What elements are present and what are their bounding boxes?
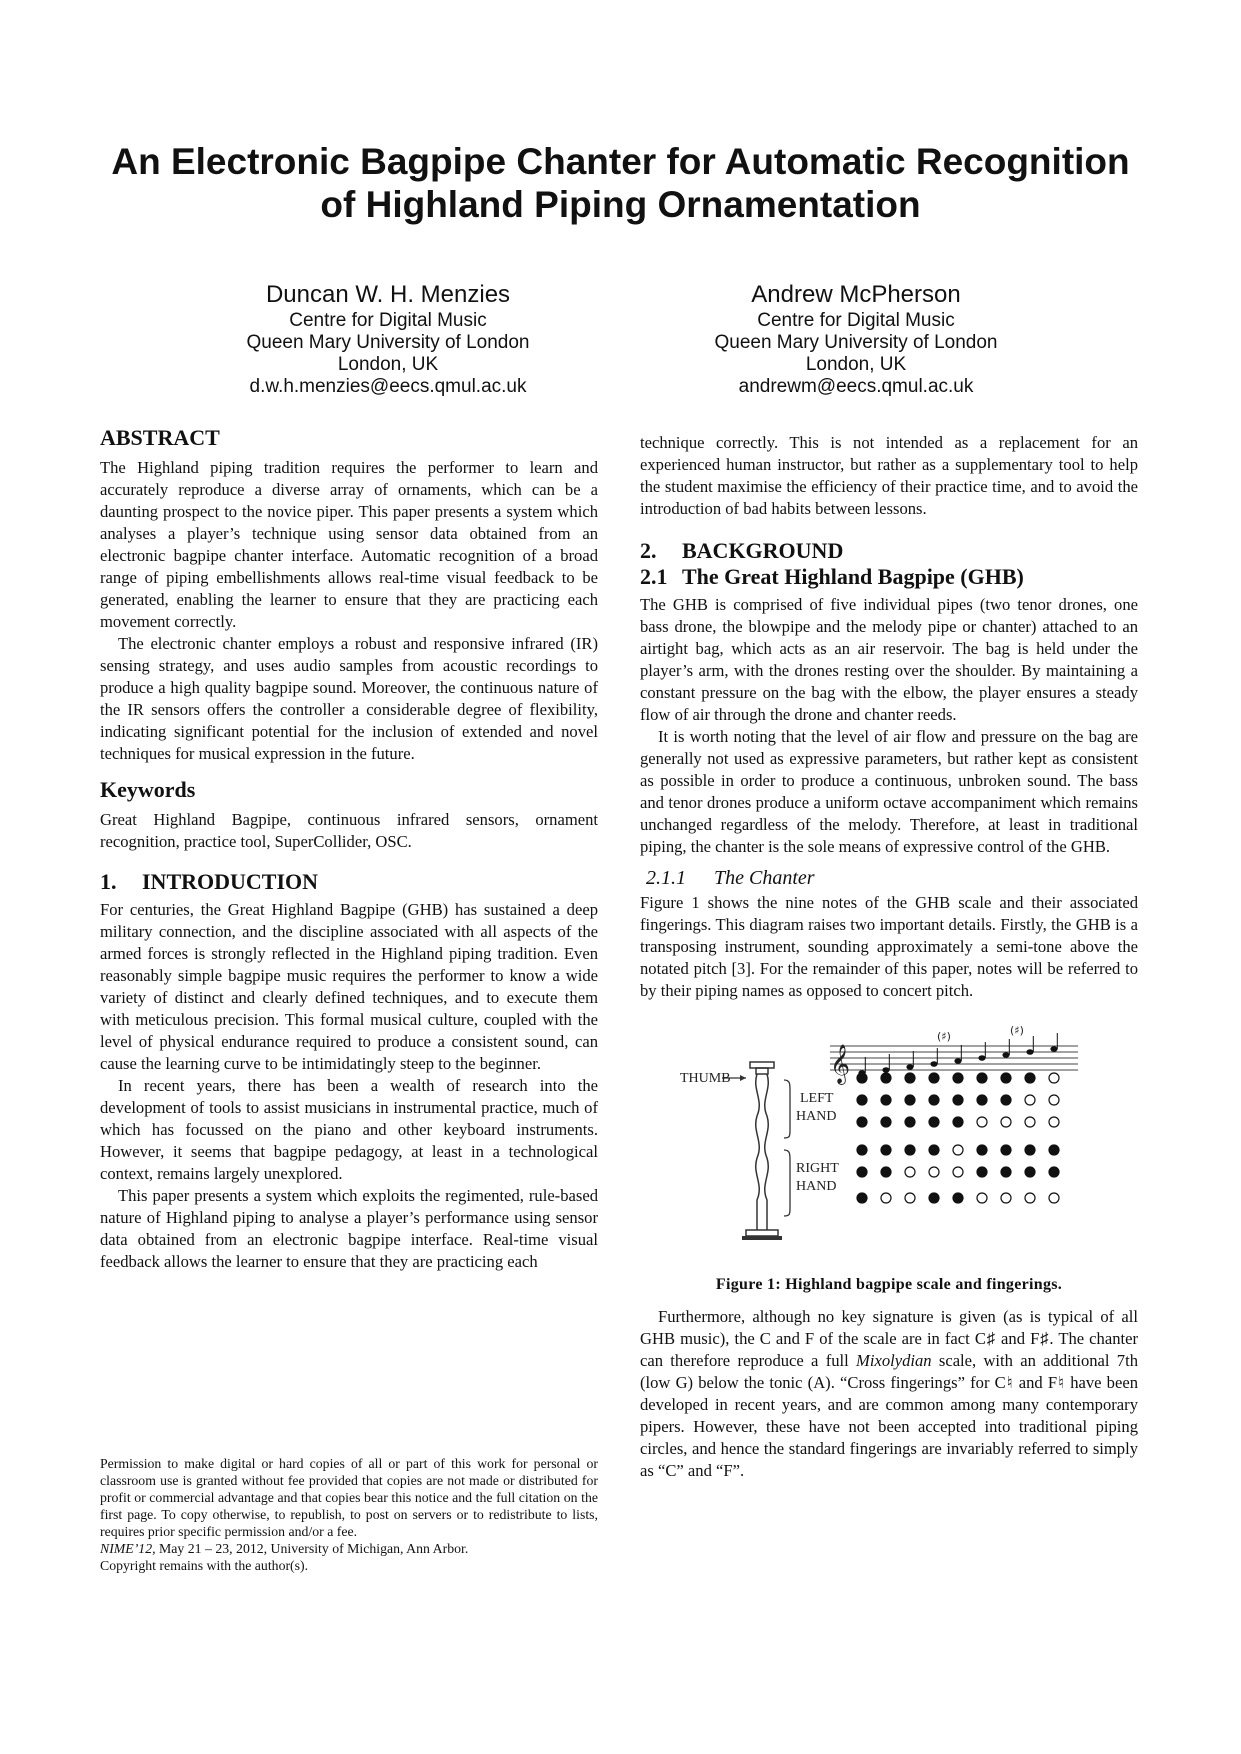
open-hole-dot xyxy=(1025,1193,1035,1203)
venue-name: NIME’12, xyxy=(100,1541,156,1556)
intro-paragraph-1: For centuries, the Great Highland Bagpipe (GHB) has sustained a deep military connection, and the discipline associated with all aspects of the armed forces is strongly reflected in the Highland piping tradition. Even reasonably simple bagpipe music requires the performer to know a wide variety of distinct and clearly defined techniques, and to execute them with meticulous precision. This formal musical culture, coupled with the level of physical endurance required to produce a consistent sound, can cause the learning curve to be intimidatingly steep to the beginner. xyxy=(100,900,598,1073)
covered-hole-dot xyxy=(905,1095,915,1105)
open-hole-dot xyxy=(1001,1117,1011,1127)
covered-hole-dot xyxy=(953,1117,963,1127)
author-institution: Queen Mary University of London xyxy=(246,332,530,353)
left-hand-label-1: LEFT xyxy=(800,1091,834,1106)
paragraph-text-b: scale, with an additional 7th (low G) below the tonic (A). “Cross fingerings” for C♮ and F♮ have been developed in recent years, and are common among many contemporary pipers. However, these have not been accepted into traditional piping circles, and hence the standard fingerings are invariably referred to simply as “C” and “F”. xyxy=(640,1351,1138,1480)
title-line-2: of Highland Piping Ornamentation xyxy=(320,184,921,225)
fingering-diagram xyxy=(640,1020,1138,1260)
covered-hole-dot xyxy=(1049,1167,1059,1177)
intro-paragraph-3: This paper presents a system which exploits the regimented, rule-based nature of Highland piping to analyse a player’s performance using sensor data obtained from an electronic bagpipe interface. Real-time visual feedback allows the learner to ensure that they are practicing each xyxy=(100,1186,598,1271)
open-hole-dot xyxy=(905,1167,915,1177)
author-institution: Queen Mary University of London xyxy=(714,332,998,353)
venue-details: May 21 – 23, 2012, University of Michigan, Ann Arbor. xyxy=(155,1541,469,1556)
section-title: BACKGROUND xyxy=(682,538,844,563)
covered-hole-dot xyxy=(857,1073,867,1083)
subsection-number: 2.1 xyxy=(640,564,668,589)
author-name: Duncan W. H. Menzies xyxy=(265,281,511,308)
background-paragraph-2: It is worth noting that the level of air flow and pressure on the bag are generally not used as expressive parameters, but rather kept as consistent as possible in order to produce a continuous, unbroken sound. The bass and tenor drones produce a uniform octave accompaniment which remains unchanged regardless of the melody. Therefore, at least in traditional piping, the chanter is the sole means of expressive control of the GHB. xyxy=(640,727,1138,856)
author-affiliation: Centre for Digital Music xyxy=(289,310,487,331)
title-line-1: An Electronic Bagpipe Chanter for Automatic Recognition xyxy=(111,141,1130,182)
author-location: London, UK xyxy=(805,354,907,375)
open-hole-dot xyxy=(1025,1095,1035,1105)
keywords-text: Great Highland Bagpipe, continuous infrared sensors, ornament recognition, practice tool, SuperCollider, OSC. xyxy=(100,810,598,851)
open-hole-dot xyxy=(1001,1193,1011,1203)
covered-hole-dot xyxy=(905,1073,915,1083)
open-hole-dot xyxy=(1049,1073,1059,1083)
covered-hole-dot xyxy=(881,1073,891,1083)
left-hand-label-2: HAND xyxy=(796,1109,837,1124)
open-hole-dot xyxy=(1025,1117,1035,1127)
covered-hole-dot xyxy=(881,1145,891,1155)
abstract-paragraph-2: The electronic chanter employs a robust and responsive infrared (IR) sensing strategy, and uses audio samples from acoustic recordings to produce a high quality bagpipe sound. Moreover, the continuous nature of the IR sensors offers the controller a considerable degree of flexibility, indicating significant potential for the inclusion of extended and novel techniques for musical expression in the future. xyxy=(100,634,598,763)
covered-hole-dot xyxy=(905,1117,915,1127)
covered-hole-dot xyxy=(1001,1167,1011,1177)
scale-note xyxy=(1002,1052,1009,1058)
figure-caption: Figure 1: Highland bagpipe scale and fingerings. xyxy=(715,1276,1063,1293)
left-column xyxy=(100,425,598,1273)
staff-notes xyxy=(858,1033,1057,1076)
open-hole-dot xyxy=(1049,1095,1059,1105)
covered-hole-dot xyxy=(857,1145,867,1155)
paper-title xyxy=(60,140,1181,226)
author-email[interactable]: andrewm@eecs.qmul.ac.uk xyxy=(738,376,974,397)
author-affiliation: Centre for Digital Music xyxy=(757,310,955,331)
covered-hole-dot xyxy=(929,1145,939,1155)
thumb-label: THUMB xyxy=(680,1071,731,1086)
subsubsection-title: The Chanter xyxy=(714,867,815,889)
covered-hole-dot xyxy=(953,1073,963,1083)
author-block-1 xyxy=(178,280,598,398)
covered-hole-dot xyxy=(929,1193,939,1203)
covered-hole-dot xyxy=(857,1095,867,1105)
open-hole-dot xyxy=(1049,1193,1059,1203)
covered-hole-dot xyxy=(857,1117,867,1127)
covered-hole-dot xyxy=(1001,1145,1011,1155)
scale-note xyxy=(906,1064,913,1070)
scale-note xyxy=(930,1061,937,1067)
subsubsection-number: 2.1.1 xyxy=(646,867,686,889)
section-number: 2. xyxy=(640,538,657,563)
covered-hole-dot xyxy=(881,1117,891,1127)
chanter-drawing xyxy=(722,1062,790,1240)
right-column xyxy=(640,432,1138,1482)
covered-hole-dot xyxy=(881,1167,891,1177)
covered-hole-dot xyxy=(929,1095,939,1105)
open-hole-dot xyxy=(977,1193,987,1203)
covered-hole-dot xyxy=(953,1095,963,1105)
copyright-footnote xyxy=(100,1455,598,1574)
covered-hole-dot xyxy=(977,1145,987,1155)
sharp-mark-c: (♯) xyxy=(937,1030,951,1043)
covered-hole-dot xyxy=(1001,1073,1011,1083)
abstract-paragraph-1: The Highland piping tradition requires the performer to learn and accurately reproduce a diverse array of ornaments, which can be a daunting prospect to the novice piper. This paper presents a system which analyses a player’s technique using sensor data obtained from an electronic bagpipe chanter interface. Automatic recognition of a broad range of piping embellishments allows real-time visual feedback to be generated, enabling the learner to ensure that they are practicing each movement correctly. xyxy=(100,458,598,631)
background-paragraph-4 xyxy=(640,1306,1138,1482)
open-hole-dot xyxy=(953,1167,963,1177)
introduction-heading xyxy=(100,869,598,895)
section-number: 1. xyxy=(100,869,117,894)
open-hole-dot xyxy=(929,1167,939,1177)
right-hand-label-2: HAND xyxy=(796,1179,837,1194)
fingering-dots xyxy=(857,1073,1059,1203)
scale-note xyxy=(954,1058,961,1064)
keywords-heading: Keywords xyxy=(100,777,196,802)
open-hole-dot xyxy=(881,1193,891,1203)
scale-note xyxy=(1026,1049,1033,1055)
paragraph-text-a: Furthermore, although no key signature is given (as is typical of all GHB music), the C and F of the scale are in fact C♯ and F♯. The chanter can therefore reproduce a full xyxy=(640,1307,1138,1370)
subsubsection-heading xyxy=(646,866,1138,890)
covered-hole-dot xyxy=(977,1095,987,1105)
background-paragraph-1: The GHB is comprised of five individual pipes (two tenor drones, one bass drone, the blowpipe and the melody pipe or chanter) attached to an airtight bag, which acts as an air reservoir. The bag is held under the player’s arm, with the drones resting over the shoulder. By maintaining a constant pressure on the bag with the elbow, the player ensures a steady flow of air through the drone and chanter reeds. xyxy=(640,595,1138,724)
covered-hole-dot xyxy=(857,1167,867,1177)
open-hole-dot xyxy=(953,1145,963,1155)
covered-hole-dot xyxy=(929,1117,939,1127)
intro-paragraph-2: In recent years, there has been a wealth of research into the development of tools to assist musicians in instrumental practice, much of which has focussed on the piano and other keyboard instruments. However, it seems that bagpipe pedagogy, at least in a technological context, remains largely unexplored. xyxy=(100,1076,598,1183)
venue-line xyxy=(100,1540,598,1557)
figure-1 xyxy=(640,1020,1138,1260)
music-staff xyxy=(830,1046,1078,1070)
covered-hole-dot xyxy=(929,1073,939,1083)
right-hand-label-1: RIGHT xyxy=(796,1161,839,1176)
section-title: INTRODUCTION xyxy=(142,869,319,894)
author-name: Andrew McPherson xyxy=(751,281,961,308)
author-location: London, UK xyxy=(337,354,439,375)
covered-hole-dot xyxy=(1025,1073,1035,1083)
open-hole-dot xyxy=(1049,1117,1059,1127)
covered-hole-dot xyxy=(857,1193,867,1203)
permission-notice: Permission to make digital or hard copies of all or part of this work for personal or classroom use is granted without fee provided that copies are not made or distributed for profit or commercial advantage and that copies bear this notice and the full citation on the first page. To copy otherwise, to republish, to post on servers or to redistribute to lists, requires prior specific permission and/or a fee. xyxy=(100,1456,598,1539)
scale-note xyxy=(1050,1046,1057,1052)
covered-hole-dot xyxy=(1025,1167,1035,1177)
covered-hole-dot xyxy=(977,1167,987,1177)
covered-hole-dot xyxy=(881,1095,891,1105)
treble-clef-icon: 𝄞 xyxy=(830,1044,851,1084)
chanter-paragraph: Figure 1 shows the nine notes of the GHB scale and their associated fingerings. This diagram raises two important details. Firstly, the GHB is a transposing instrument, sounding approximately a semi-tone above the notated pitch [3]. For the remainder of this paper, notes will be referred to by their piping names as opposed to concert pitch. xyxy=(640,893,1138,1000)
scale-note xyxy=(882,1067,889,1073)
abstract-heading: ABSTRACT xyxy=(100,425,220,450)
author-block-2 xyxy=(646,280,1066,398)
covered-hole-dot xyxy=(1049,1145,1059,1155)
open-hole-dot xyxy=(977,1117,987,1127)
covered-hole-dot xyxy=(1025,1145,1035,1155)
subsection-title: The Great Highland Bagpipe (GHB) xyxy=(682,564,1024,589)
mixolydian-term: Mixolydian xyxy=(856,1351,932,1370)
scale-note xyxy=(978,1055,985,1061)
copyright-line: Copyright remains with the author(s). xyxy=(100,1558,309,1573)
covered-hole-dot xyxy=(905,1145,915,1155)
author-email[interactable]: d.w.h.menzies@eecs.qmul.ac.uk xyxy=(249,376,527,397)
subsection-heading xyxy=(640,564,1138,590)
open-hole-dot xyxy=(905,1193,915,1203)
background-heading xyxy=(640,538,1138,564)
covered-hole-dot xyxy=(977,1073,987,1083)
covered-hole-dot xyxy=(953,1193,963,1203)
sharp-mark-f: (♯) xyxy=(1010,1024,1024,1037)
intro-paragraph-3-continued: technique correctly. This is not intended as a replacement for an experienced human instructor, but rather as a supplementary tool to help the student maximise the efficiency of their practice time, and to avoid the introduction of bad habits between lessons. xyxy=(640,433,1138,518)
covered-hole-dot xyxy=(1001,1095,1011,1105)
